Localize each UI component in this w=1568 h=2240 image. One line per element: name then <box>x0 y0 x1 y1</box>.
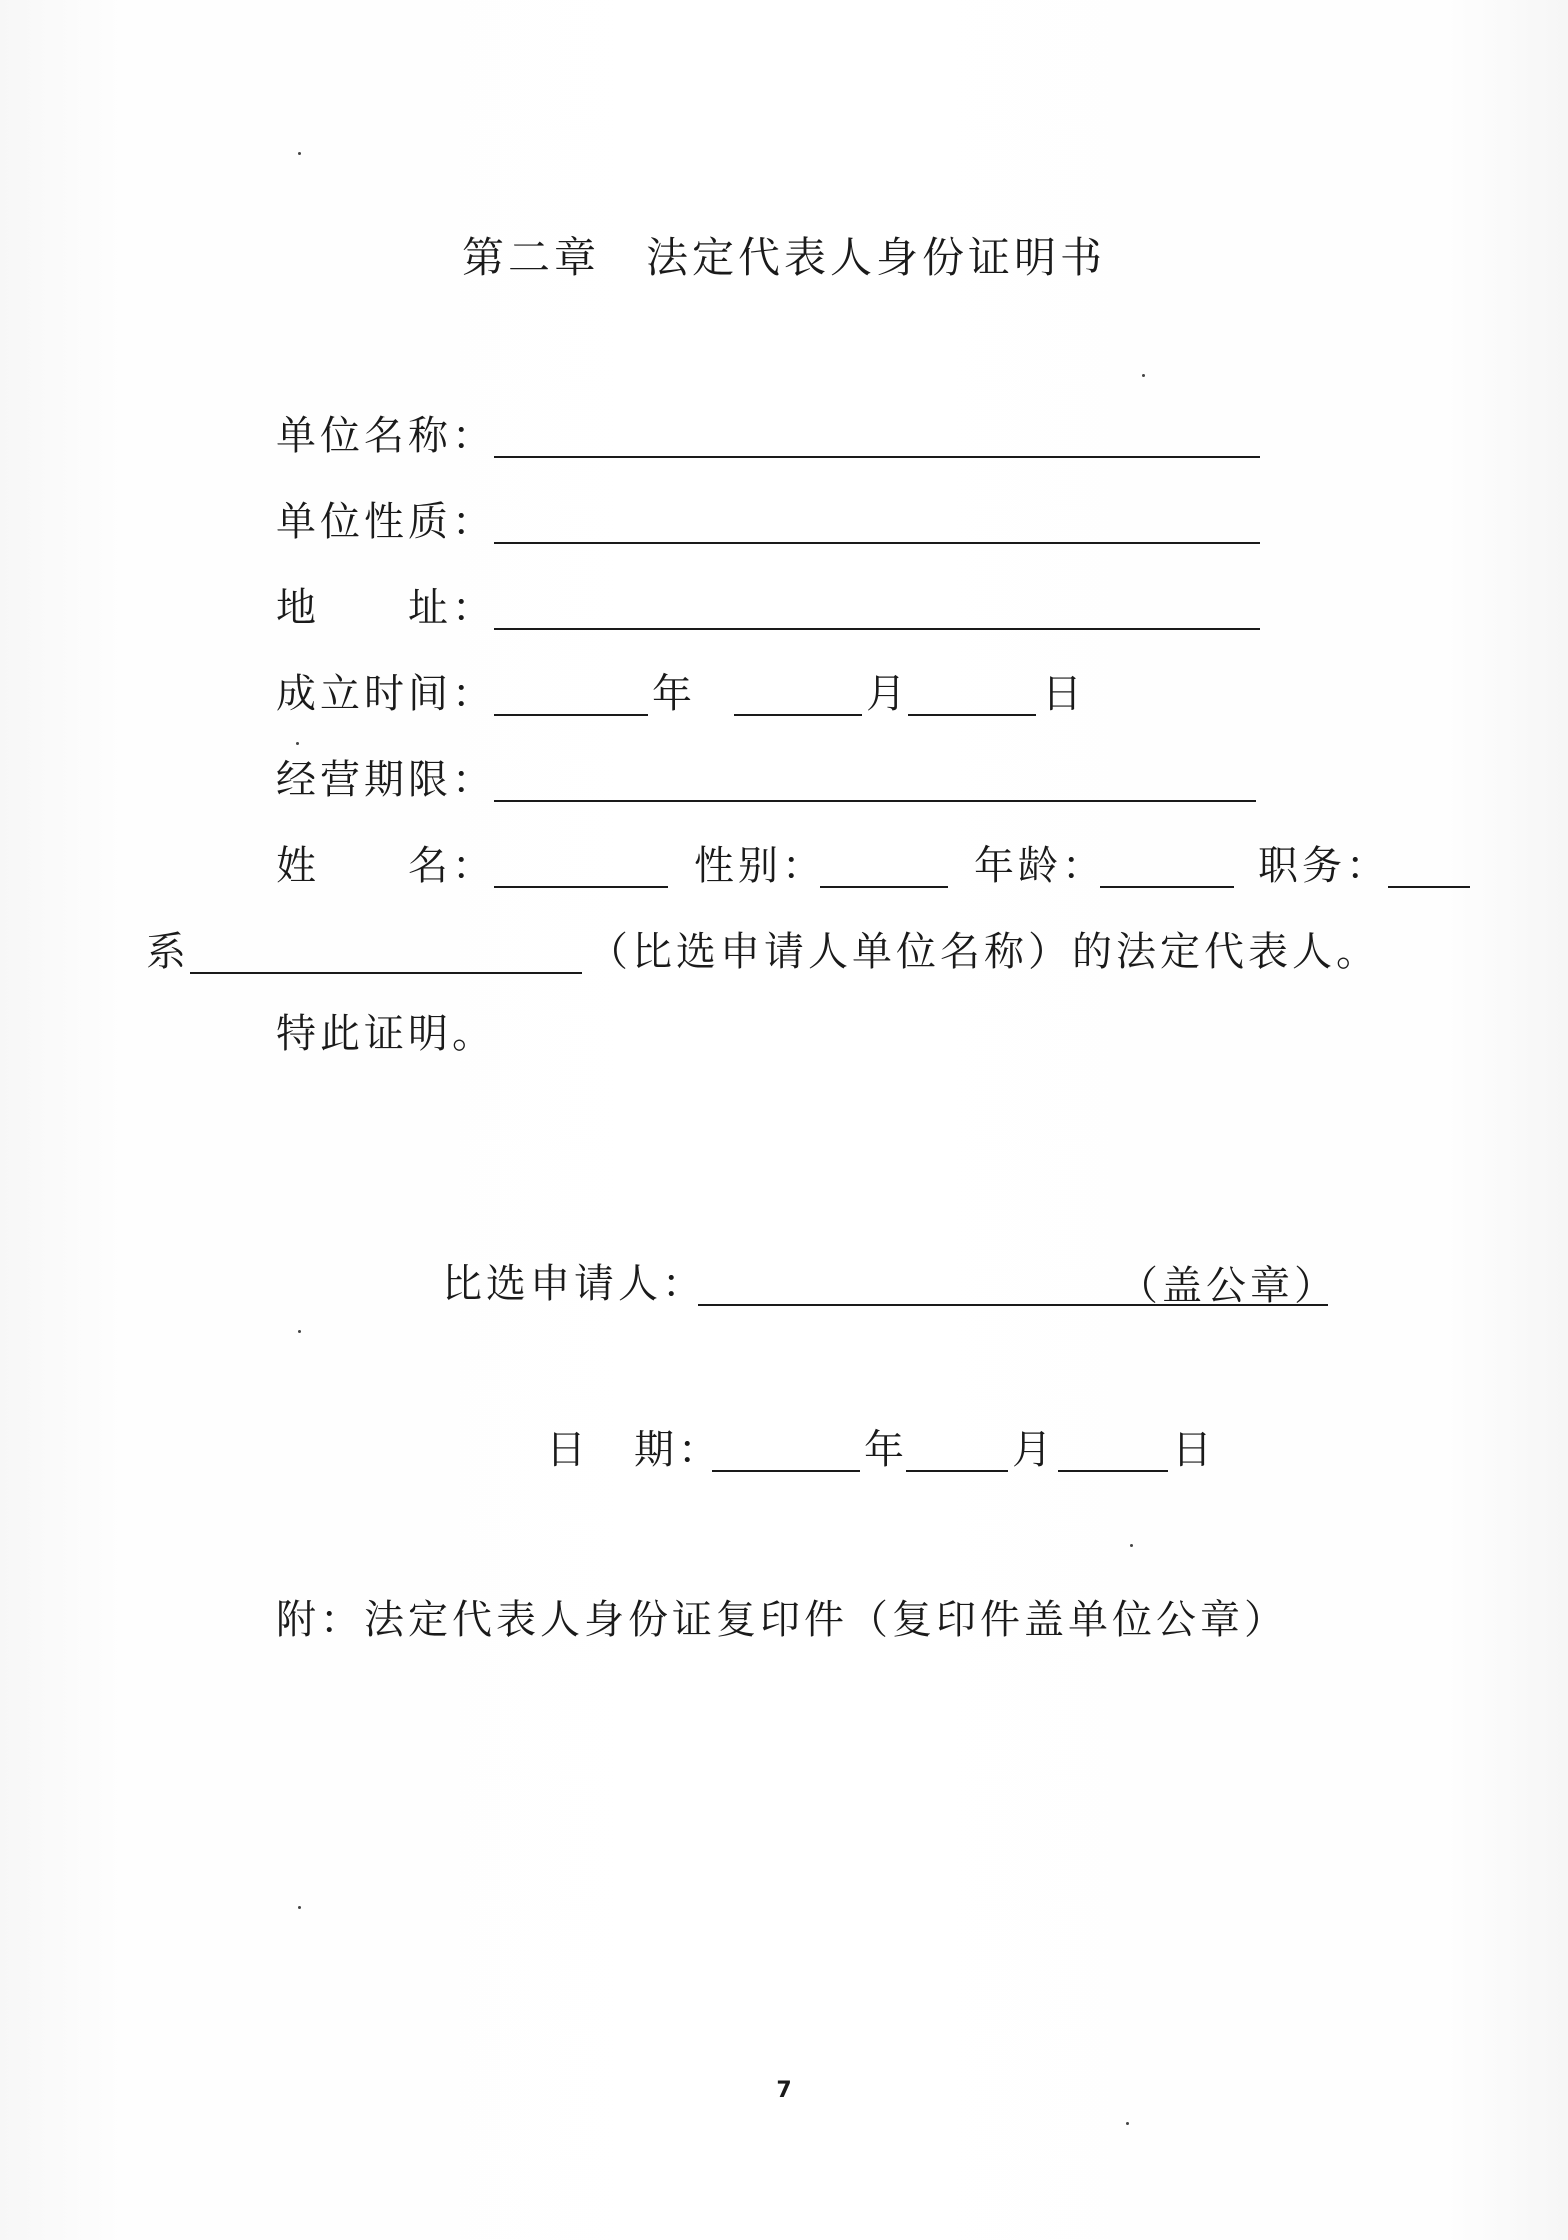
date-year-blank[interactable] <box>712 1470 860 1472</box>
scan-speck <box>298 152 301 155</box>
scan-speck <box>1126 2122 1129 2125</box>
unit-nature-blank[interactable] <box>494 542 1260 544</box>
scan-speck <box>298 1330 301 1333</box>
unit-name-blank[interactable] <box>494 456 1260 458</box>
page-title: 第二章 法定代表人身份证明书 <box>461 233 1106 282</box>
established-year-unit: 年 <box>652 671 696 717</box>
unit-name-label: 单位名称： <box>276 413 496 459</box>
date-day-unit: 日 <box>1172 1427 1216 1473</box>
position-label: 职务： <box>1258 843 1390 889</box>
term-blank[interactable] <box>494 800 1256 802</box>
date-day-blank[interactable] <box>1058 1470 1168 1472</box>
certify-text: 特此证明。 <box>276 1011 496 1057</box>
applicant-label: 比选申请人： <box>442 1261 706 1307</box>
address-label: 地 址： <box>276 585 496 631</box>
term-label: 经营期限： <box>276 757 496 803</box>
established-label: 成立时间： <box>276 671 496 717</box>
age-blank[interactable] <box>1100 886 1234 888</box>
scan-speck <box>1130 1544 1133 1547</box>
company-name-blank[interactable] <box>190 972 582 974</box>
statement-suffix: （比选申请人单位名称）的法定代表人。 <box>588 929 1380 975</box>
established-day-unit: 日 <box>1042 671 1086 717</box>
position-blank[interactable] <box>1388 886 1470 888</box>
established-year-blank[interactable] <box>494 714 648 716</box>
seal-note: （盖公章） <box>1118 1263 1338 1309</box>
scan-speck <box>298 1906 301 1909</box>
attachment-note: 附：法定代表人身份证复印件（复印件盖单位公章） <box>276 1597 1288 1643</box>
statement-prefix: 系 <box>146 929 190 975</box>
page-number: 7 <box>776 2078 792 2103</box>
name-blank[interactable] <box>494 886 668 888</box>
scan-speck <box>1142 374 1145 377</box>
unit-nature-label: 单位性质： <box>276 499 496 545</box>
age-label: 年龄： <box>974 843 1106 889</box>
gender-label: 性别： <box>694 843 826 889</box>
date-label: 日 期： <box>546 1427 722 1473</box>
date-month-unit: 月 <box>1012 1427 1056 1473</box>
date-month-blank[interactable] <box>906 1470 1008 1472</box>
date-year-unit: 年 <box>864 1427 908 1473</box>
gender-blank[interactable] <box>820 886 948 888</box>
scan-speck <box>296 742 299 745</box>
address-blank[interactable] <box>494 628 1260 630</box>
established-month-unit: 月 <box>866 671 910 717</box>
established-day-blank[interactable] <box>908 714 1036 716</box>
established-month-blank[interactable] <box>734 714 862 716</box>
name-label: 姓 名： <box>276 843 496 889</box>
